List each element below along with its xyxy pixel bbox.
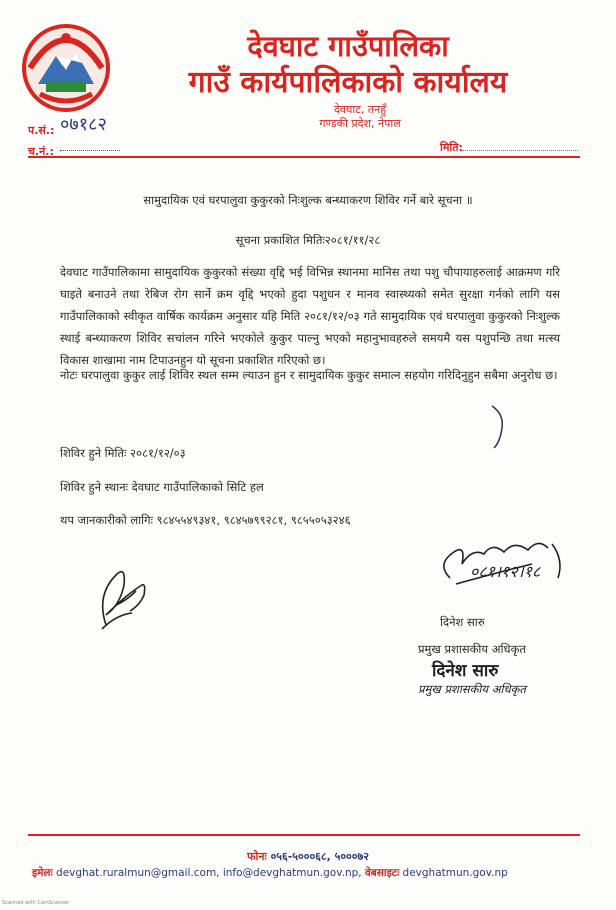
- camp-place: शिविर हुने स्थानः देवघाट गाउँपालिकाको सिटि हल: [60, 480, 264, 494]
- pen-mark-icon: [488, 404, 508, 450]
- website-value: devghatmun.gov.np: [402, 867, 508, 879]
- stamp-name: दिनेश सारु: [432, 661, 499, 681]
- notice-published-date: सूचना प्रकाशित मितिः२०८१/११/२८: [235, 233, 381, 247]
- footer-contact: [32, 866, 508, 880]
- camp-date: शिविर हुने मितिः २०८१/१२/०३: [60, 446, 186, 460]
- date-dotted-line: [462, 150, 578, 151]
- phone-label: फोनः: [247, 850, 267, 863]
- signatory-title: प्रमुख प्रशासकीय अधिकृत: [418, 642, 526, 656]
- footer-divider: [28, 834, 580, 836]
- contact-numbers: थप जानकारीको लागिः ९८४५५४९३४१, ९८४५७९९२८१, ९८५५०५३२४६: [60, 513, 351, 527]
- chalani-dotted-line: [60, 150, 120, 151]
- notice-paragraph-note: नोटः घरपालुवा कुकुर लाई शिविर स्थल सम्म ल्याउन हुन र सामुदायिक कुकुर समात्न सहयोग गरिदिनुहुन सबैमा अनुरोध छ।: [60, 368, 558, 382]
- office-address-line1: देवघाट, तनहुँ: [333, 103, 387, 116]
- officer-signature: [432, 534, 578, 596]
- website-label: वेबसाइटः: [364, 867, 400, 879]
- signature-date: ०८१।१२।१८: [470, 562, 541, 581]
- email-label: इमेलः: [32, 867, 53, 879]
- date-label: मिति:: [440, 141, 463, 154]
- ref-number: ०७१८२: [60, 114, 107, 135]
- initial-signature-icon: [86, 555, 166, 635]
- phone-value: ०५६-५०००६८, ५०००७२: [270, 850, 369, 863]
- office-title-line1: देवघाट गाउँपालिका: [247, 29, 449, 63]
- office-title-line2: गाउँ कार्यपालिकाको कार्यालय: [188, 65, 508, 100]
- header-divider: [28, 156, 580, 158]
- signatory-name: दिनेश सारु: [440, 615, 485, 629]
- notice-paragraph-main: देवघाट गाउँपालिकामा सामुदायिक कुकुरको संख्या वृद्दि भई विभिन्न स्थानमा मानिस तथा पशु चौपायाहरुलाई आक्रमण गरि घाइते बनाउने तथा रेबिज रोग सार्ने क्रम वृद्दि भएको हुदा पशुधन र मानव स्वास्थ्यको समेत सुरक्षा गर्नको लागि यस गाउँपालिकाको स्वीकृत वार्षिक कार्यक्रम अनुसार यहि मिति २०८१/१२/०३ गते सामुदायिक एवं घरपालुवा कुकुरको निःशुल्क स्थाई बन्ध्याकरण शिविर सचांलन गरिने भएकोले कुकुर पाल्नु भएको महानुभावहरुले समयमै यस पशुपन्छि तथा मत्स्य विकास शाखामा नाम टिपाउनहुन यो सूचना प्रकाशित गरिएको छ।: [60, 265, 560, 367]
- chalani-label: च.नं.:: [28, 145, 54, 158]
- scanner-watermark: Scanned with CamScanner: [2, 900, 70, 906]
- office-address-line2: गण्डकी प्रदेश, नेपाल: [319, 117, 401, 130]
- notice-subject: सामुदायिक एवं घरपालुवा कुकुरको निःशुल्क बन्ध्याकरण शिविर गर्ने बारे सूचना ॥: [143, 193, 473, 207]
- footer-phone: [0, 849, 616, 864]
- stamp-title: प्रमुख प्रशासकीय अधिकृत: [418, 682, 526, 696]
- ref-label: प.सं.:: [28, 124, 55, 137]
- email-value: devghat.ruralmun@gmail.com, info@devghatmun.gov.np,: [56, 867, 362, 879]
